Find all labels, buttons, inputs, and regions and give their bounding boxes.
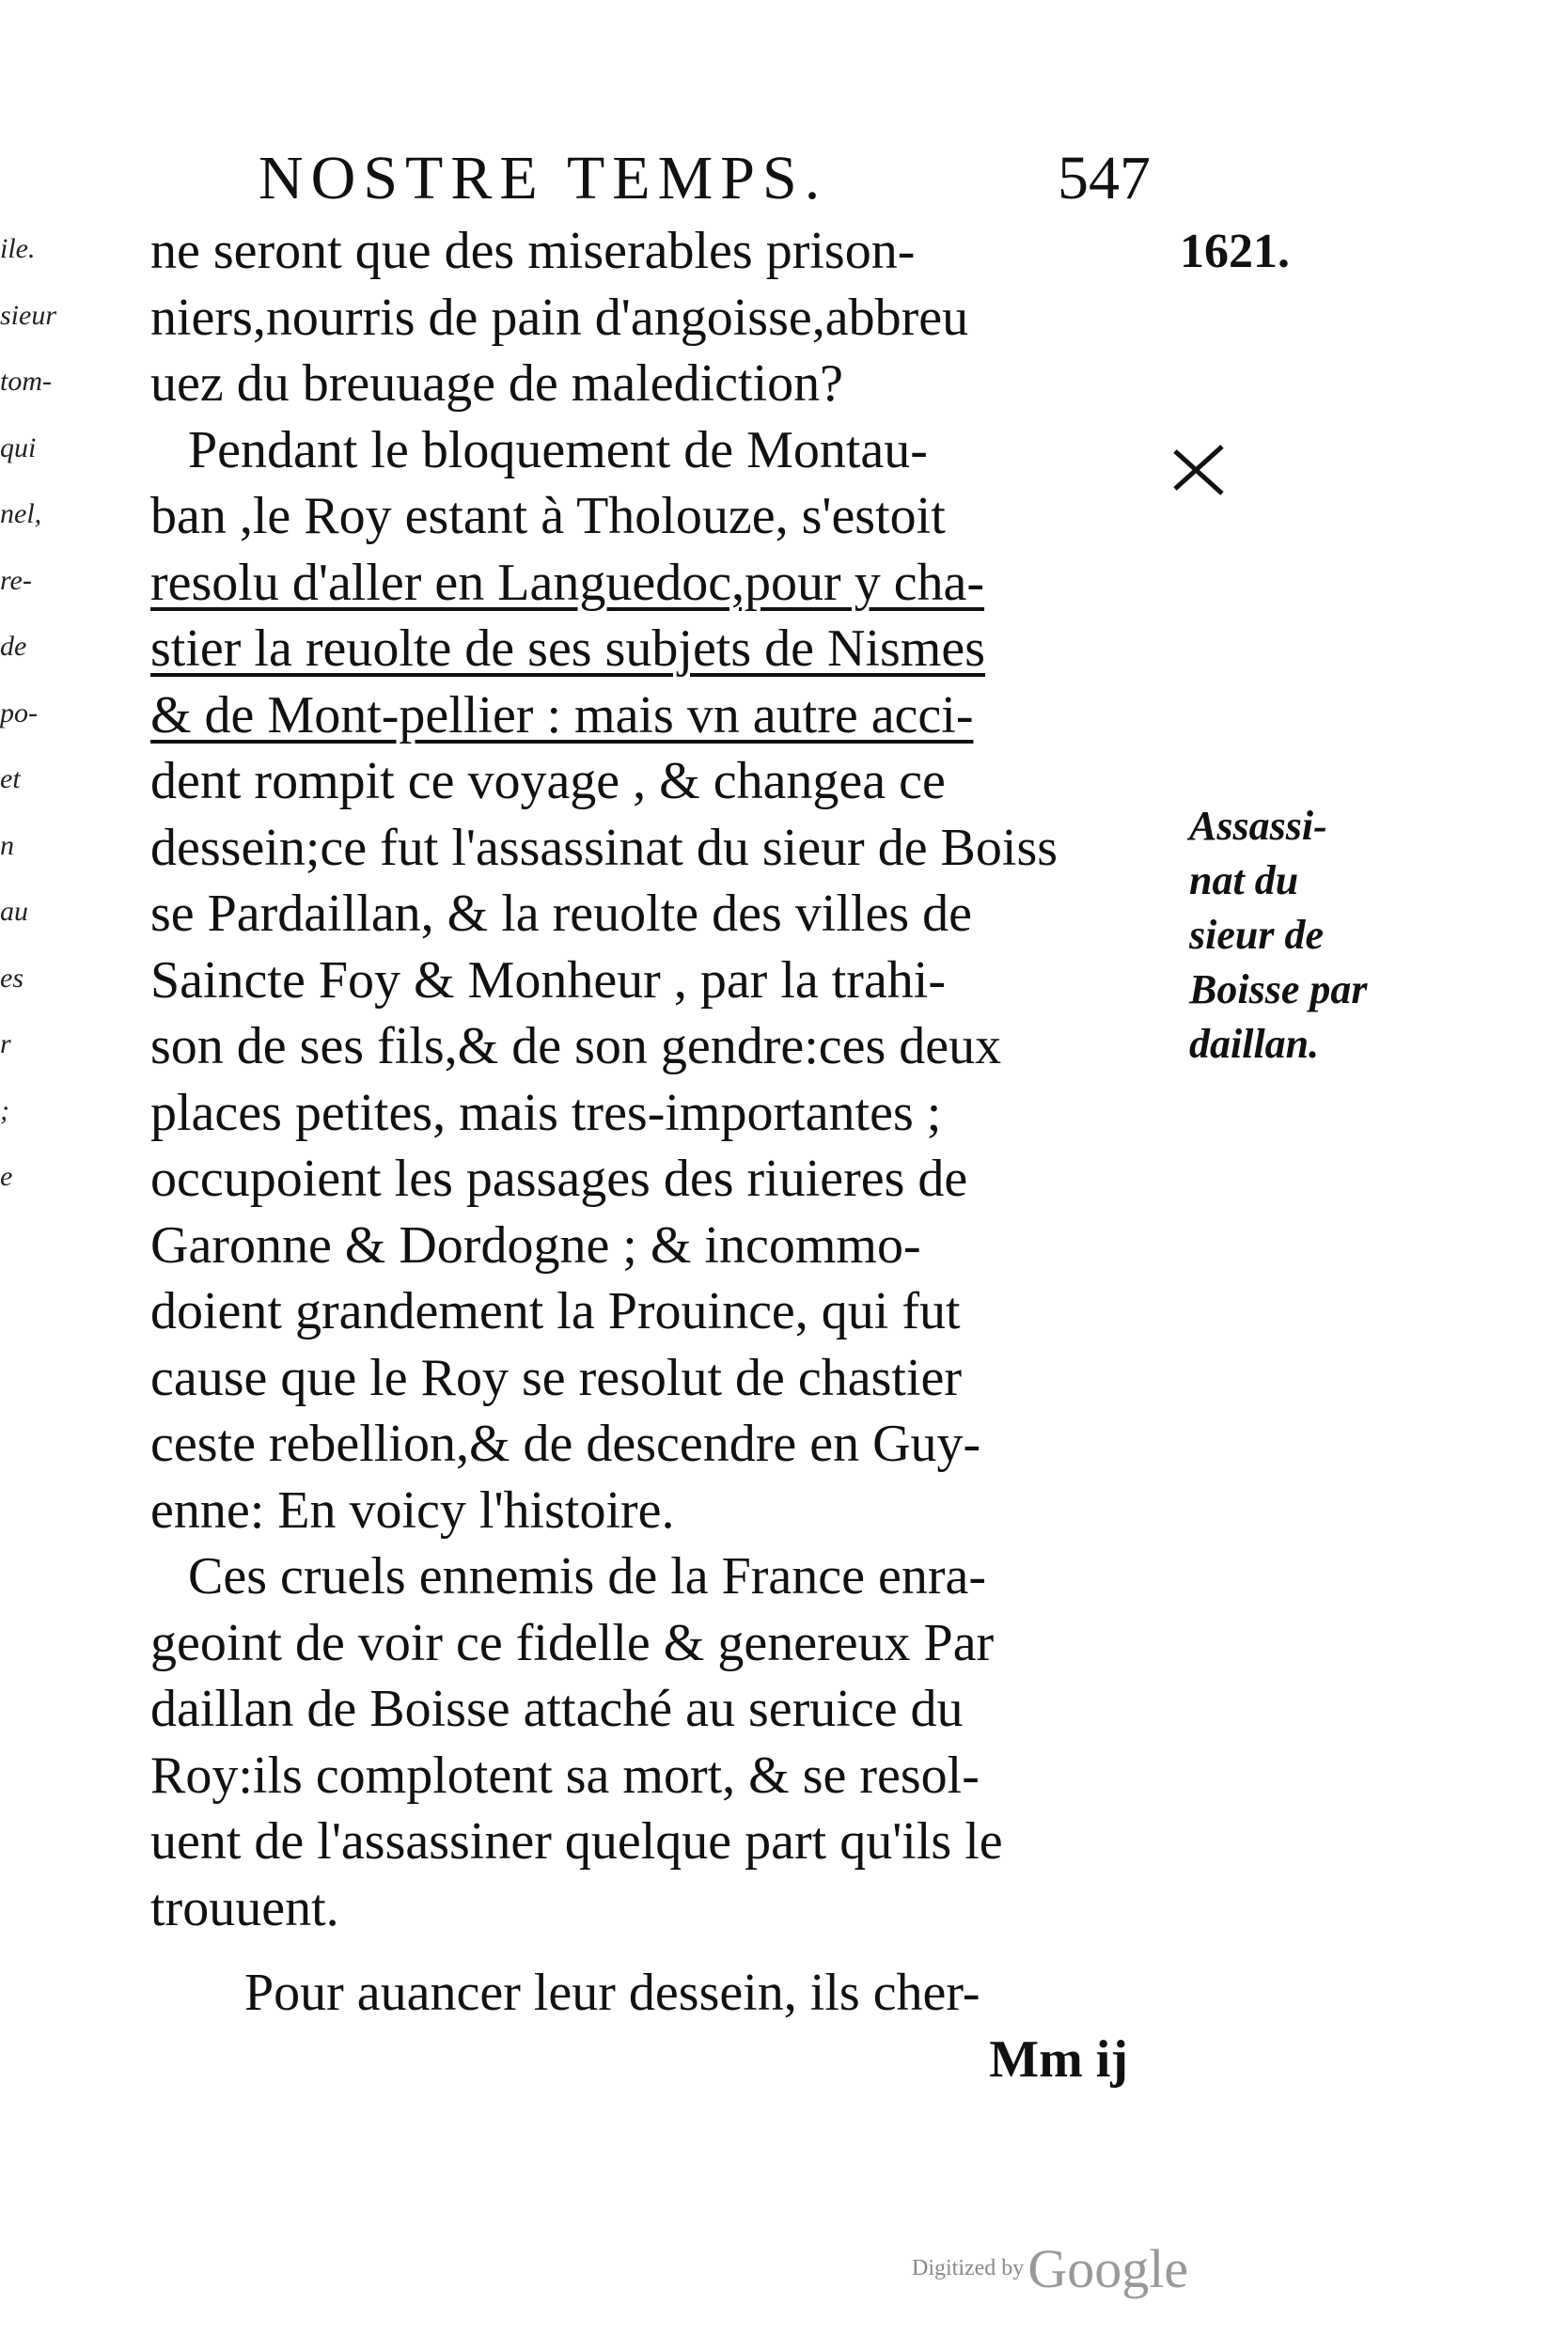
margin-note-line: Boisse par	[1189, 966, 1368, 1012]
text-line: Pendant le bloquement de Montau-	[188, 420, 928, 479]
text-line: Saincte Foy & Monheur , par la trahi-	[150, 950, 947, 1010]
text-line: enne: En voicy l'histoire.	[150, 1480, 675, 1540]
text-line: doient grandement la Prouince, qui fut	[150, 1282, 961, 1340]
text-line-underlined: & de Mont-pellier : mais vn autre acci-	[150, 685, 974, 744]
margin-note-line: Assassi-	[1189, 803, 1327, 849]
page-number: 547	[1058, 144, 1151, 212]
bleed-fragment: ;	[0, 1094, 9, 1126]
digitized-label: Digitized by	[912, 2256, 1025, 2280]
text-line: uez du breuuage de malediction?	[150, 354, 843, 413]
margin-note-line: sieur de	[1189, 912, 1324, 958]
signature-mark: Mm ij	[989, 2029, 1128, 2089]
margin-note-line: daillan.	[1189, 1021, 1320, 1067]
text-line: ne seront que des miserables prison-	[150, 222, 916, 280]
text-line: Pour auancer leur dessein, ils cher-	[244, 1964, 980, 2022]
margin-year: 1621.	[1180, 225, 1290, 278]
left-margin-bleed	[0, 216, 56, 1211]
text-line: ban ,le Roy estant à Tholouze, s'estoit	[150, 487, 946, 545]
margin-note	[1189, 799, 1377, 1072]
bleed-fragment: tom-	[0, 366, 52, 397]
text-line: daillan de Boisse attaché au seruice du	[150, 1680, 964, 1738]
bleed-fragment: po-	[0, 697, 38, 728]
bleed-fragment: qui	[0, 431, 37, 463]
bleed-fragment: n	[0, 829, 14, 861]
text-line: cause que le Roy se resolut de chastier	[150, 1348, 963, 1407]
bleed-fragment: es	[0, 962, 24, 994]
bleed-fragment: e	[0, 1161, 13, 1192]
google-logo: Google	[1027, 2238, 1189, 2299]
text-line: son de ses fils,& de son gendre:ces deux	[150, 1017, 1002, 1075]
margin-note-line: nat du	[1189, 857, 1299, 903]
text-line: niers,nourris de pain d'angoisse,abbreu	[150, 288, 969, 347]
text-line-underlined: stier la reuolte de ses subjets de Nismes	[150, 619, 986, 678]
bleed-fragment: au	[0, 896, 28, 927]
text-line: Garonne & Dordogne ; & incommo-	[150, 1215, 921, 1275]
text-line: geoint de voir ce fidelle & genereux Par	[150, 1613, 995, 1672]
text-line: uent de l'assassiner quelque part qu'ils le	[150, 1812, 1003, 1871]
digitized-watermark	[912, 2237, 1188, 2300]
bleed-fragment: sieur	[0, 299, 56, 331]
text-line-underlined: resolu d'aller en Languedoc,pour y cha-	[150, 553, 985, 612]
bleed-fragment: et	[0, 763, 21, 794]
text-line: occupoient les passages des riuieres de	[150, 1150, 968, 1208]
text-line: se Pardaillan, & la reuolte des villes de	[150, 885, 972, 943]
text-line: Ces cruels ennemis de la France enra-	[188, 1547, 986, 1606]
text-line: ceste rebellion,& de descendre en Guy-	[150, 1415, 981, 1473]
bleed-fragment: re-	[0, 564, 32, 596]
bleed-fragment: r	[0, 1028, 11, 1059]
running-title: NOSTRE TEMPS.	[259, 144, 828, 212]
text-line: dessein;ce fut l'assassinat du sieur de Boiss	[150, 818, 1058, 877]
bleed-fragment: nel,	[0, 498, 42, 529]
paragraph-gap	[150, 1941, 1194, 1960]
text-line: Roy:ils complotent sa mort, & se resol-	[150, 1746, 980, 1805]
bleed-fragment: de	[0, 631, 27, 662]
text-line: dent rompit ce voyage , & changea ce	[150, 752, 946, 810]
body-text	[150, 218, 1194, 2092]
text-line: trouuent.	[150, 1878, 339, 1937]
text-line: places petites, mais tres-importantes ;	[150, 1083, 942, 1142]
bleed-fragment: ile.	[0, 233, 36, 264]
page-header	[212, 141, 1170, 216]
